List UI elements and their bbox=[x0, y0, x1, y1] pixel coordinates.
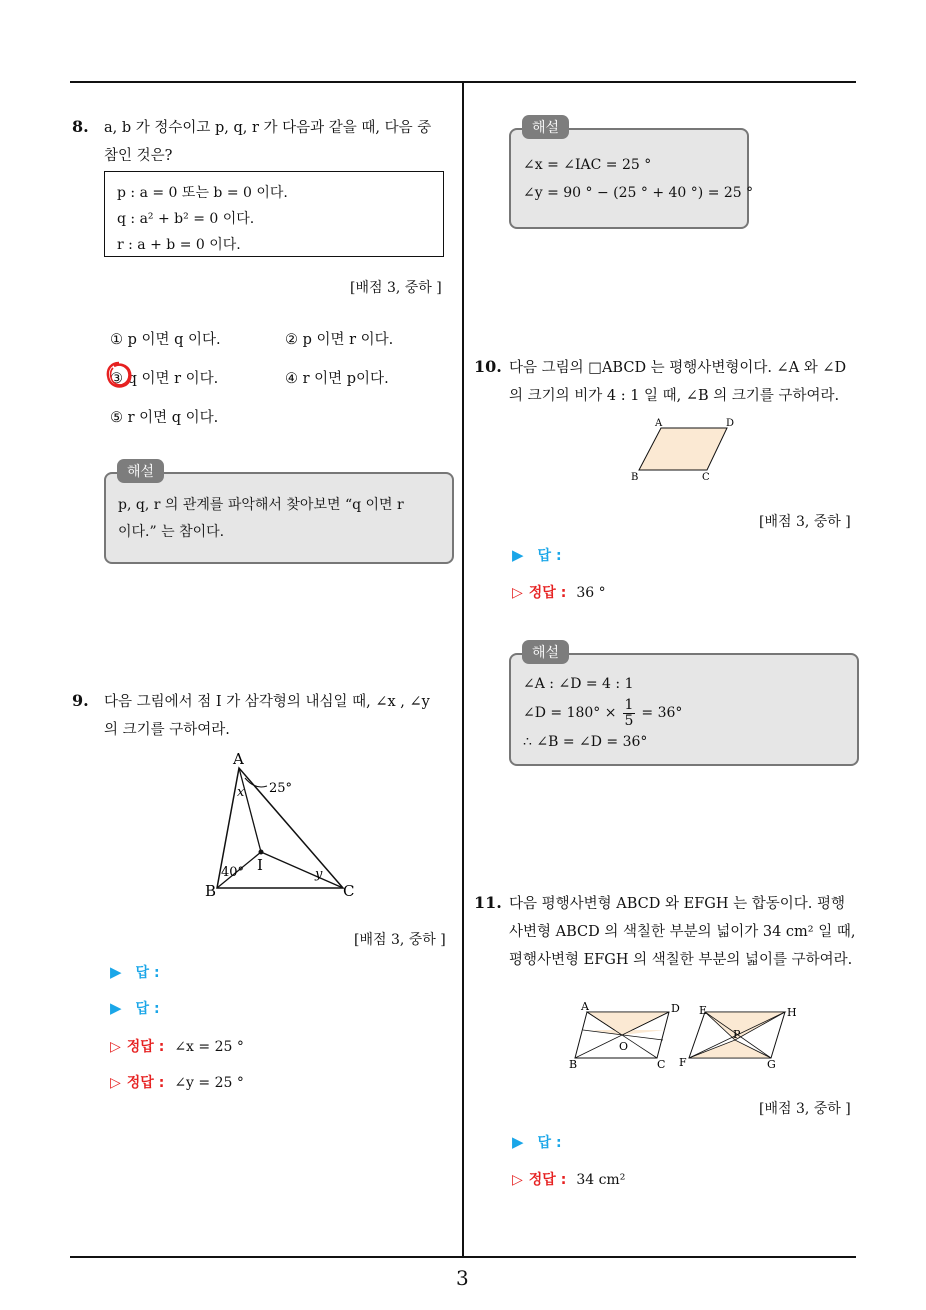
question-line: 의 크기를 구하여라. bbox=[104, 722, 230, 738]
outline-play-icon: ▷ bbox=[110, 1075, 121, 1091]
answer-label: 답 : bbox=[135, 1001, 160, 1017]
outline-play-icon: ▷ bbox=[512, 1172, 523, 1188]
option-2[interactable]: ② p 이면 r 이다. bbox=[285, 332, 394, 348]
question-text bbox=[509, 354, 846, 410]
angle-label: y bbox=[315, 867, 323, 882]
vertex-label: F bbox=[679, 1056, 687, 1069]
parallelograms-figure bbox=[565, 1000, 805, 1080]
solution-text bbox=[523, 672, 682, 754]
question-line: 평행사변형 EFGH 의 색칠한 부분의 넓이를 구하여라. bbox=[509, 952, 853, 968]
option-5[interactable]: ⑤ r 이면 q 이다. bbox=[110, 410, 219, 426]
correct-answer-row bbox=[110, 1072, 244, 1092]
correct-answer-row bbox=[110, 1036, 244, 1056]
angle-label: x bbox=[237, 785, 245, 800]
vertex-label: B bbox=[631, 472, 639, 483]
solution-line: ∠A : ∠D = 4 : 1 bbox=[523, 676, 634, 692]
outline-play-icon: ▷ bbox=[512, 585, 523, 601]
answer-label: 답 : bbox=[135, 965, 160, 981]
vertex-label: A bbox=[581, 1000, 589, 1013]
score-label: [배점 3, 중하 ] bbox=[759, 1101, 851, 1117]
vertex-label: C bbox=[702, 472, 710, 483]
solution-line bbox=[523, 696, 682, 730]
triangle-figure bbox=[195, 748, 370, 900]
question-line: 사변형 ABCD 의 색칠한 부분의 넓이가 34 cm² 일 때, bbox=[509, 924, 856, 940]
question-text bbox=[104, 114, 431, 170]
fraction bbox=[623, 698, 636, 729]
correct-answer: ∠x = 25 ° bbox=[174, 1039, 244, 1055]
question-line: 다음 그림의 □ABCD 는 평행사변형이다. ∠A 와 ∠D bbox=[509, 360, 847, 376]
parallelogram-figure bbox=[625, 416, 745, 484]
correct-label: 정답 : bbox=[528, 585, 567, 601]
solution-line: ∠y = 90 ° − (25 ° + 40 °) = 25 ° bbox=[523, 185, 754, 201]
correct-label: 정답 : bbox=[528, 1172, 567, 1188]
correct-answer-row bbox=[512, 582, 606, 602]
solution-line: ∠x = ∠IAC = 25 ° bbox=[523, 157, 652, 173]
play-icon: ▶ bbox=[110, 963, 122, 981]
question-text bbox=[104, 688, 430, 744]
condition: q : a² + b² = 0 이다. bbox=[117, 211, 255, 227]
solution-tag: 해설 bbox=[117, 459, 164, 483]
play-icon: ▶ bbox=[512, 546, 524, 564]
answer-label: 답 : bbox=[537, 1135, 562, 1151]
question-text bbox=[509, 890, 855, 974]
question-line: 의 크기의 비가 4 : 1 일 때, ∠B 의 크기를 구하여라. bbox=[509, 388, 840, 404]
angle-label: 25° bbox=[269, 781, 293, 796]
vertex-label: O bbox=[619, 1040, 629, 1053]
solution-tag: 해설 bbox=[522, 640, 569, 664]
fraction-numerator: 1 bbox=[624, 696, 634, 713]
vertex-label: B bbox=[205, 882, 217, 900]
vertex-label: P bbox=[733, 1028, 741, 1041]
solution-line: 이다.” 는 참이다. bbox=[118, 524, 225, 540]
option-4[interactable]: ④ r 이면 p이다. bbox=[285, 371, 389, 387]
question-line: 다음 그림에서 점 I 가 삼각형의 내심일 때, ∠x , ∠y bbox=[104, 694, 430, 710]
vertex-label: A bbox=[655, 418, 663, 429]
solution-text-part: = 36° bbox=[641, 705, 683, 721]
question-number: 10. bbox=[474, 357, 502, 376]
condition: r : a + b = 0 이다. bbox=[117, 237, 241, 253]
solution-line: p, q, r 의 관계를 파악해서 찾아보면 “q 이면 r bbox=[118, 497, 404, 513]
vertex-label: H bbox=[787, 1006, 797, 1019]
question-number: 8. bbox=[72, 117, 89, 136]
solution-line: ∴ ∠B = ∠D = 36° bbox=[523, 734, 648, 750]
answer-row bbox=[512, 545, 562, 565]
correct-answer: ∠y = 25 ° bbox=[174, 1075, 244, 1091]
correct-label: 정답 : bbox=[126, 1075, 165, 1091]
answer-label: 답 : bbox=[537, 548, 562, 564]
answer-row bbox=[110, 962, 160, 982]
option-3[interactable]: ③ q 이면 r 이다. bbox=[110, 371, 219, 387]
vertex-label: A bbox=[233, 750, 244, 768]
question-line: 참인 것은? bbox=[104, 148, 173, 164]
column-divider bbox=[462, 82, 464, 1258]
solution-text bbox=[523, 151, 753, 207]
angle-label: 40° bbox=[221, 865, 245, 880]
outline-play-icon: ▷ bbox=[110, 1039, 121, 1055]
vertex-label: C bbox=[343, 882, 355, 900]
vertex-label: B bbox=[569, 1058, 578, 1071]
correct-answer: 36 ° bbox=[576, 585, 606, 601]
question-number: 9. bbox=[72, 691, 89, 710]
vertex-label: C bbox=[657, 1058, 666, 1071]
vertex-label: G bbox=[767, 1058, 776, 1071]
conditions-box bbox=[104, 171, 444, 257]
correct-label: 정답 : bbox=[126, 1039, 165, 1055]
correct-answer: 34 cm² bbox=[576, 1172, 626, 1188]
score-label: [배점 3, 중하 ] bbox=[354, 932, 446, 948]
option-1[interactable]: ① p 이면 q 이다. bbox=[110, 332, 221, 348]
answer-row bbox=[110, 998, 160, 1018]
score-label: [배점 3, 중하 ] bbox=[350, 280, 442, 296]
play-icon: ▶ bbox=[110, 999, 122, 1017]
solution-text-part: ∠D = 180° × bbox=[523, 705, 617, 721]
fraction-denominator: 5 bbox=[624, 712, 634, 729]
vertex-label: I bbox=[257, 856, 263, 874]
score-label: [배점 3, 중하 ] bbox=[759, 514, 851, 530]
correct-answer-row bbox=[512, 1169, 625, 1189]
question-number: 11. bbox=[474, 893, 502, 912]
question-line: a, b 가 정수이고 p, q, r 가 다음과 같을 때, 다음 중 bbox=[104, 120, 432, 136]
solution-tag: 해설 bbox=[522, 115, 569, 139]
vertex-label: D bbox=[671, 1002, 680, 1015]
answer-mark-icon bbox=[104, 360, 134, 390]
play-icon: ▶ bbox=[512, 1133, 524, 1151]
vertex-label: E bbox=[699, 1004, 708, 1017]
question-line: 다음 평행사변형 ABCD 와 EFGH 는 합동이다. 평행 bbox=[509, 896, 845, 912]
condition: p : a = 0 또는 b = 0 이다. bbox=[117, 185, 288, 201]
solution-text bbox=[118, 492, 404, 546]
answer-row bbox=[512, 1132, 562, 1152]
page-number: 3 bbox=[456, 1266, 469, 1290]
vertex-label: D bbox=[726, 418, 735, 429]
